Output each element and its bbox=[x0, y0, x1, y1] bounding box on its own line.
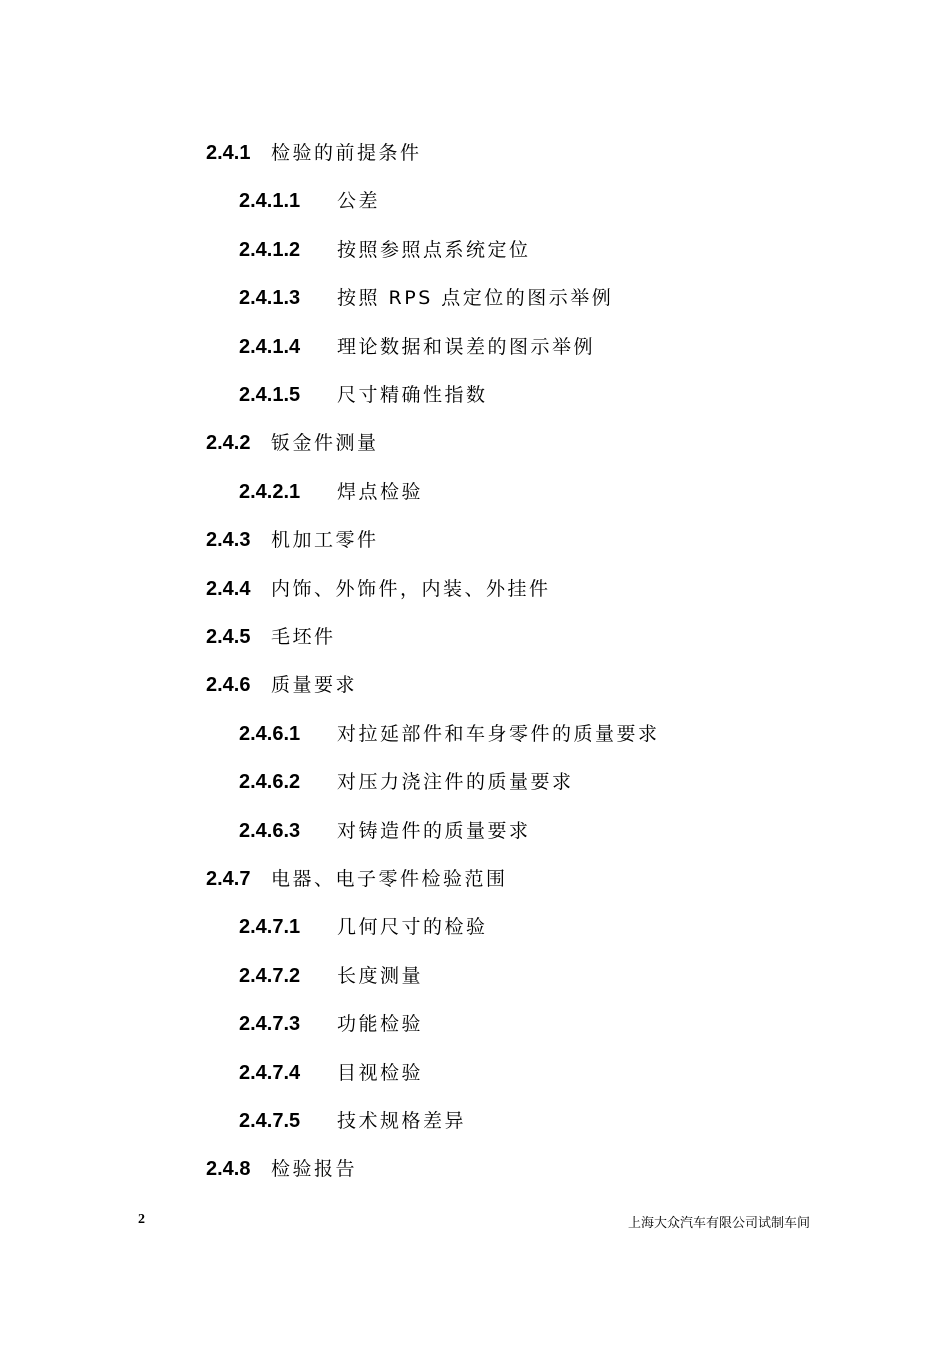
page-number: 2 bbox=[138, 1212, 145, 1227]
toc-entry-title: 长度测量 bbox=[337, 965, 424, 987]
toc-entry-title: 尺寸精确性指数 bbox=[337, 384, 488, 406]
toc-entry-number: 2.4.6 bbox=[206, 674, 251, 696]
toc-entry-title: 技术规格差异 bbox=[337, 1110, 467, 1132]
toc-entry-title: 质量要求 bbox=[271, 674, 358, 696]
toc-entry bbox=[239, 283, 613, 313]
toc-entry-number: 2.4.4 bbox=[206, 578, 251, 600]
toc-entry bbox=[239, 235, 531, 265]
toc-entry-number: 2.4.8 bbox=[206, 1158, 251, 1180]
toc-entry bbox=[239, 1106, 466, 1136]
toc-entry-number: 2.4.1.4 bbox=[239, 336, 301, 358]
toc-entry-number: 2.4.2.1 bbox=[239, 481, 301, 503]
toc-entry bbox=[239, 332, 595, 362]
toc-entry bbox=[239, 912, 488, 942]
toc-entry-title: 功能检验 bbox=[337, 1013, 424, 1035]
toc-entry bbox=[239, 816, 531, 846]
toc-entry bbox=[239, 719, 660, 749]
toc-entry-title: 内饰、外饰件，内装、外挂件 bbox=[271, 578, 551, 600]
toc-entry-title: 检验的前提条件 bbox=[271, 142, 422, 164]
toc-entry-title: 按照参照点系统定位 bbox=[337, 239, 531, 261]
toc-entry-title: 对拉延部件和车身零件的质量要求 bbox=[337, 723, 660, 745]
toc-entry bbox=[206, 138, 422, 168]
toc-entry-number: 2.4.7.5 bbox=[239, 1110, 301, 1132]
toc-entry-title: 焊点检验 bbox=[337, 481, 424, 503]
toc-entry bbox=[206, 864, 508, 894]
toc-entry-number: 2.4.5 bbox=[206, 626, 251, 648]
toc-entry-number: 2.4.2 bbox=[206, 432, 251, 454]
toc-entry bbox=[239, 1058, 423, 1088]
toc-entry-title: 毛坯件 bbox=[271, 626, 336, 648]
toc-entry-title: 目视检验 bbox=[337, 1062, 424, 1084]
toc-entry-title: 对铸造件的质量要求 bbox=[337, 820, 531, 842]
toc-entry-number: 2.4.7 bbox=[206, 868, 251, 890]
toc-entry bbox=[206, 1154, 357, 1184]
toc-entry bbox=[239, 1009, 423, 1039]
toc-entry-number: 2.4.1.1 bbox=[239, 190, 301, 212]
toc-entry-number: 2.4.1.5 bbox=[239, 384, 301, 406]
toc-entry-number: 2.4.1.2 bbox=[239, 239, 301, 261]
toc-entry bbox=[239, 477, 423, 507]
toc-entry bbox=[239, 961, 423, 991]
toc-entry-number: 2.4.7.2 bbox=[239, 965, 301, 987]
toc-entry bbox=[239, 186, 380, 216]
toc-entry-number: 2.4.7.3 bbox=[239, 1013, 301, 1035]
toc-entry-number: 2.4.3 bbox=[206, 529, 251, 551]
toc-entry-title: 公差 bbox=[337, 190, 381, 212]
toc-entry-number: 2.4.6.3 bbox=[239, 820, 301, 842]
toc-entry bbox=[206, 574, 551, 604]
toc-entry-title: 按照 RPS 点定位的图示举例 bbox=[337, 287, 614, 309]
toc-entry-title: 对压力浇注件的质量要求 bbox=[337, 771, 574, 793]
toc-entry-number: 2.4.1 bbox=[206, 142, 251, 164]
toc-entry bbox=[206, 428, 379, 458]
toc-entry bbox=[206, 622, 336, 652]
toc-entry-title: 钣金件测量 bbox=[271, 432, 379, 454]
toc-entry-number: 2.4.7.4 bbox=[239, 1062, 301, 1084]
toc-entry bbox=[239, 380, 488, 410]
toc-entry-title: 检验报告 bbox=[271, 1158, 358, 1180]
company-name: 上海大众汽车有限公司试制车间 bbox=[627, 1216, 810, 1231]
toc-entry-title: 理论数据和误差的图示举例 bbox=[337, 336, 596, 358]
toc-entry bbox=[239, 767, 574, 797]
toc-entry-number: 2.4.1.3 bbox=[239, 287, 301, 309]
toc-entry-number: 2.4.7.1 bbox=[239, 916, 301, 938]
toc-entry-title: 电器、电子零件检验范围 bbox=[271, 868, 508, 890]
toc-entry bbox=[206, 525, 379, 555]
toc-entry bbox=[206, 670, 357, 700]
toc-entry-title: 几何尺寸的检验 bbox=[337, 916, 488, 938]
toc-entry-number: 2.4.6.1 bbox=[239, 723, 301, 745]
toc-entry-title: 机加工零件 bbox=[271, 529, 379, 551]
toc-entry-number: 2.4.6.2 bbox=[239, 771, 301, 793]
